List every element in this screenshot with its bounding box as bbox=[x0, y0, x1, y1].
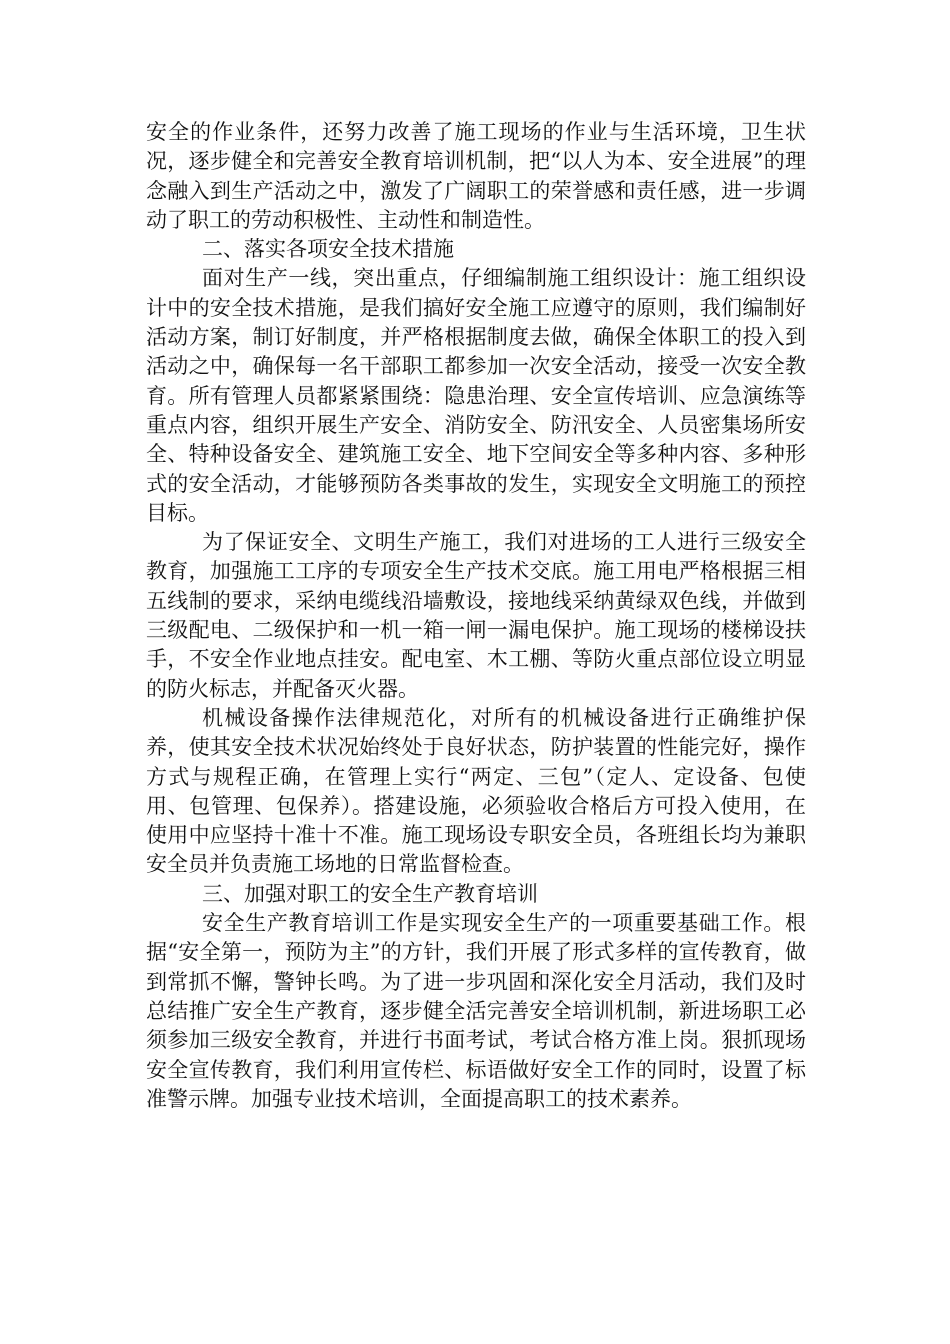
paragraph-machinery-operation: 机械设备操作法律规范化，对所有的机械设备进行正确维护保养，使其安全技术状况始终处于良好状态，防护装置的性能完好，操作方式与规程正确，在管理上实行“两定、三包”（定人、定设备、包使用、包管理、包保养）。搭建设施，必须验收合格后方可投入使用，在使用中应坚持十准十不准。施工现场设专职安全员，各班组长均为兼职安全员并负责施工场地的日常监督检查。 bbox=[146, 705, 806, 877]
section-heading-2: 二、落实各项安全技术措施 bbox=[202, 237, 454, 262]
paragraph-technical-measures: 面对生产一线，突出重点，仔细编制施工组织设计：施工组织设计中的安全技术措施，是我们搞好安全施工应遵守的原则，我们编制好活动方案，制订好制度，并严格根据制度去做，确保全体职工的投入到活动之中，确保每一名干部职工都参加一次安全活动，接受一次安全教育。所有管理人员都紧紧围绕：隐患治理、安全宣传培训、应急演练等重点内容，组织开展生产安全、消防安全、防汛安全、人员密集场所安全、特种设备安全、建筑施工安全、地下空间安全等多种内容、多种形式的安全活动，才能够预防各类事故的发生，实现安全文明施工的预控目标。 bbox=[146, 266, 806, 525]
paragraph-safety-training: 安全生产教育培训工作是实现安全生产的一项重要基础工作。根据“安全第一，预防为主”的方针，我们开展了形式多样的宣传教育，做到常抓不懈，警钟长鸣。为了进一步巩固和深化安全月活动，我们及时总结推广安全生产教育，逐步健全活完善安全培训机制，新进场职工必须参加三级安全教育，并进行书面考试，考试合格方准上岗。狠抓现场安全宣传教育，我们利用宣传栏、标语做好安全工作的同时，设置了标准警示牌。加强专业技术培训，全面提高职工的技术素养。 bbox=[146, 911, 806, 1111]
paragraph-continuation: 安全的作业条件，还努力改善了施工现场的作业与生活环境，卫生状况，逐步健全和完善安全教育培训机制，把“以人为本、安全进展”的理念融入到生产活动之中，激发了广阔职工的荣誉感和责任感，进一步调动了职工的劳动积极性、主动性和制造性。 bbox=[146, 120, 806, 232]
section-heading-3: 三、加强对职工的安全生产教育培训 bbox=[202, 881, 538, 906]
document-body bbox=[146, 118, 806, 1114]
paragraph-civilized-construction: 为了保证安全、文明生产施工，我们对进场的工人进行三级安全教育，加强施工工序的专项安全生产技术交底。施工用电严格根据三相五线制的要求，采纳电缆线沿墙敷设，接地线采纳黄绿双色线，并做到三级配电、二级保护和一机一箱一闸一漏电保护。施工现场的楼梯设扶手，不安全作业地点挂安。配电室、木工棚、等防火重点部位设立明显的防火标志，并配备灭火器。 bbox=[146, 530, 806, 701]
